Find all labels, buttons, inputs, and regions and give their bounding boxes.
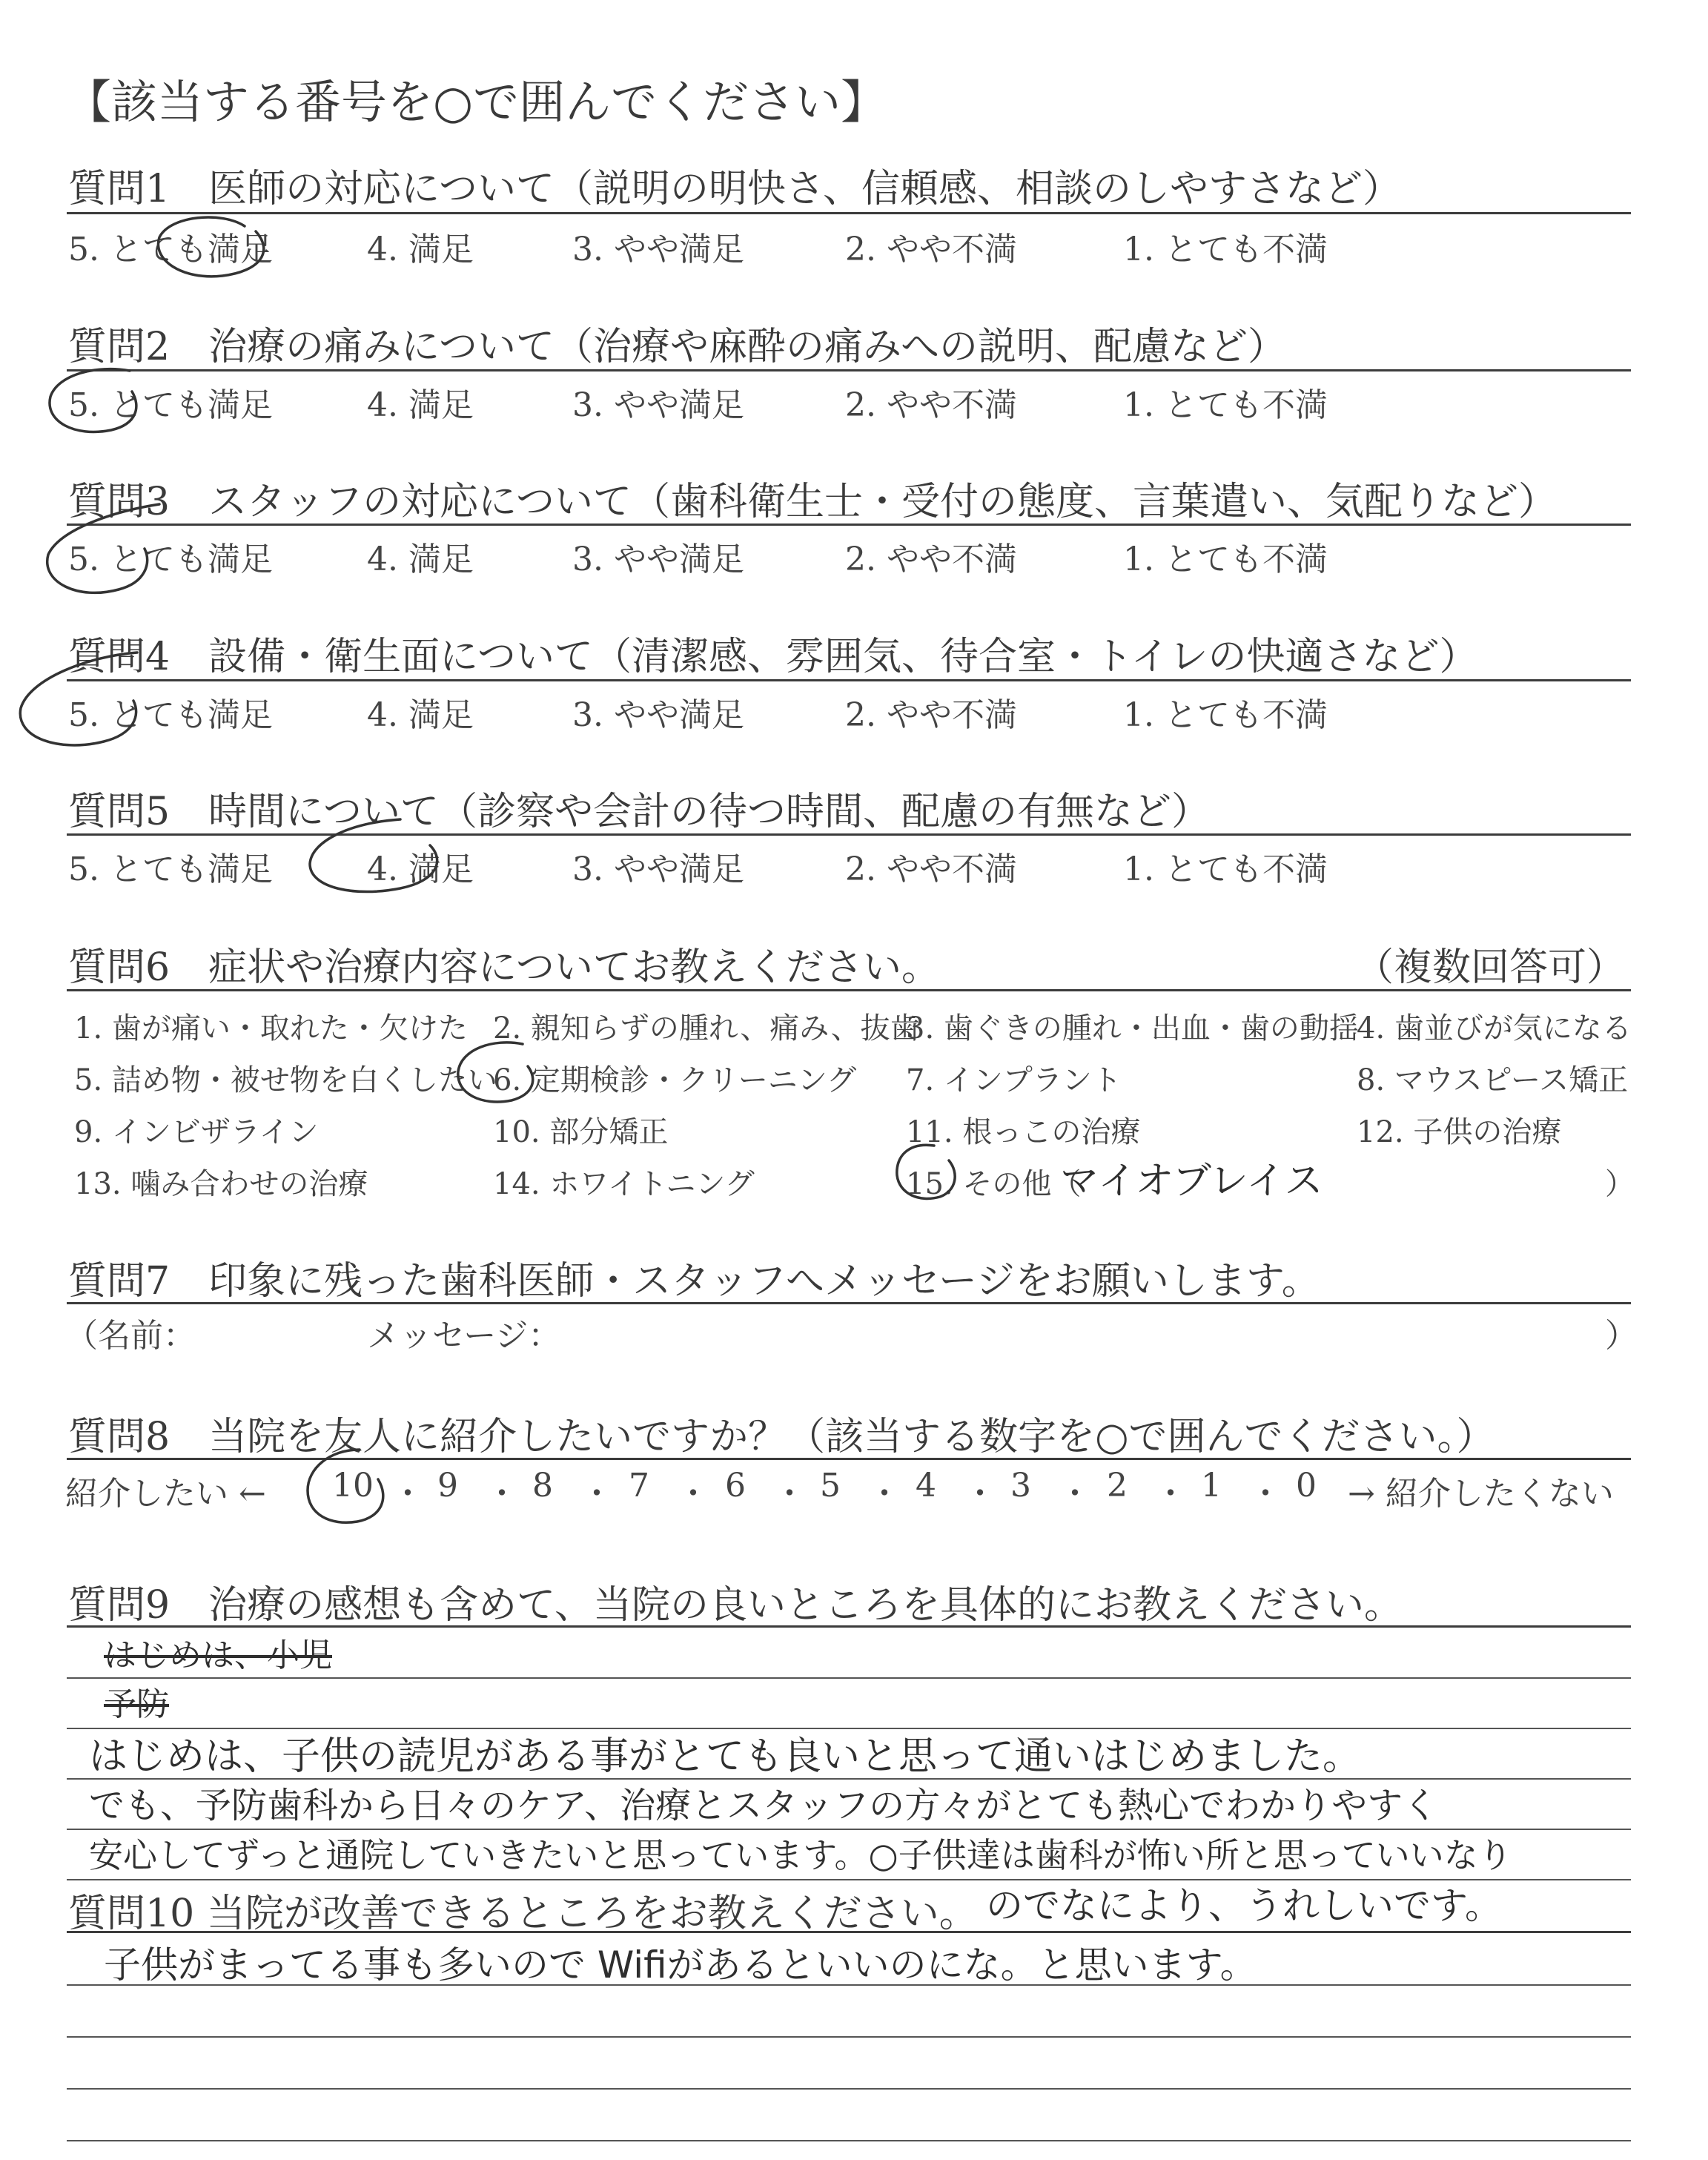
q5-option-3[interactable]: 3. やや満足 xyxy=(572,851,744,888)
q9-answer-line-4: のでなにより、うれしいです。 xyxy=(986,1884,1502,1927)
q8-dot: ・ xyxy=(773,1475,806,1513)
q7-message-label[interactable]: メッセージ： xyxy=(367,1317,561,1355)
q4-option-1[interactable]: 1. とても不満 xyxy=(1123,696,1328,734)
q6-other-answer: マイオブレイス xyxy=(1060,1159,1323,1203)
answer-line xyxy=(67,1677,1631,1679)
q8-scale-3[interactable]: 3 xyxy=(1010,1467,1031,1505)
rule-q8 xyxy=(67,1458,1631,1460)
answer-line xyxy=(67,2036,1631,2038)
rule-q5 xyxy=(67,833,1631,836)
q8-scale-0[interactable]: 0 xyxy=(1296,1467,1317,1505)
q6-item-8[interactable]: 8. マウスピース矯正 xyxy=(1357,1063,1629,1097)
q6-item-5[interactable]: 5. 詰め物・被せ物を白くしたい xyxy=(74,1063,497,1097)
rule-q2 xyxy=(67,369,1631,371)
q8-dot: ・ xyxy=(486,1475,518,1513)
q5-option-5[interactable]: 5. とても満足 xyxy=(68,851,273,888)
q8-left-label: 紹介したい ← xyxy=(65,1475,266,1513)
q2-option-1[interactable]: 1. とても不満 xyxy=(1123,386,1328,424)
q2-option-3[interactable]: 3. やや満足 xyxy=(572,386,744,424)
q7-name-label[interactable]: （名前： xyxy=(65,1317,196,1355)
q8-dot: ・ xyxy=(1154,1475,1187,1513)
q6-item-1[interactable]: 1. 歯が痛い・取れた・欠けた xyxy=(74,1011,468,1046)
q8-scale-7[interactable]: 7 xyxy=(629,1467,649,1505)
question-1-heading: 質問1 医師の対応について（説明の明快さ、信頼感、相談のしやすさなど） xyxy=(68,167,1401,211)
question-2-heading: 質問2 治療の痛みについて（治療や麻酔の痛みへの説明、配慮など） xyxy=(68,325,1287,369)
q4-option-4[interactable]: 4. 満足 xyxy=(367,696,474,734)
q3-option-5[interactable]: 5. とても満足 xyxy=(68,541,273,578)
q8-dot: ・ xyxy=(677,1475,709,1513)
q6-item-2[interactable]: 2. 親知らずの腫れ、痛み、抜歯 xyxy=(493,1011,920,1046)
q6-item-15[interactable]: 15. その他（ xyxy=(906,1167,1082,1201)
question-6-note: （複数回答可） xyxy=(1355,945,1626,990)
q3-option-3[interactable]: 3. やや満足 xyxy=(572,541,744,578)
q8-scale-6[interactable]: 6 xyxy=(725,1467,746,1505)
q1-option-1[interactable]: 1. とても不満 xyxy=(1123,231,1328,268)
q2-option-2[interactable]: 2. やや不満 xyxy=(845,386,1017,424)
q8-scale-9[interactable]: 9 xyxy=(437,1467,458,1505)
q6-item-4[interactable]: 4. 歯並びが気になる xyxy=(1357,1011,1632,1046)
q6-item-11[interactable]: 11. 根っこの治療 xyxy=(906,1115,1141,1149)
q6-item-7[interactable]: 7. インプラント xyxy=(906,1063,1122,1097)
q7-close: ） xyxy=(1605,1317,1638,1355)
q3-option-1[interactable]: 1. とても不満 xyxy=(1123,541,1328,578)
q2-option-4[interactable]: 4. 満足 xyxy=(367,386,474,424)
q6-other-close: ） xyxy=(1605,1167,1635,1201)
q8-right-label: → 紹介したくない xyxy=(1348,1475,1614,1513)
q8-dot: ・ xyxy=(1249,1475,1282,1513)
question-6-heading: 質問6 症状や治療内容についてお教えください。 xyxy=(68,945,941,990)
q1-option-2[interactable]: 2. やや不満 xyxy=(845,231,1017,268)
question-8-heading: 質問8 当院を友人に紹介したいですか？（該当する数字を○で囲んでください。） xyxy=(68,1415,1495,1459)
q8-dot: ・ xyxy=(391,1475,424,1513)
q6-item-10[interactable]: 10. 部分矯正 xyxy=(493,1115,669,1149)
q8-scale-10[interactable]: 10 xyxy=(332,1467,374,1505)
q5-option-2[interactable]: 2. やや不満 xyxy=(845,851,1017,888)
q6-item-9[interactable]: 9. インビザライン xyxy=(74,1115,319,1149)
rule-q10 xyxy=(67,1931,1631,1933)
q10-answer: 子供がまってる事も多いので Wifiがあるといいのにな。と思います。 xyxy=(104,1943,1257,1986)
answer-line xyxy=(67,2140,1631,2141)
q8-scale-2[interactable]: 2 xyxy=(1107,1467,1128,1505)
rule-q3 xyxy=(67,524,1631,526)
q9-struck-text-1: はじめは、小児 xyxy=(104,1636,332,1674)
q6-item-14[interactable]: 14. ホワイトニング xyxy=(493,1167,755,1201)
q8-dot: ・ xyxy=(580,1475,613,1513)
q8-scale-8[interactable]: 8 xyxy=(532,1467,553,1505)
question-7-heading: 質問7 印象に残った歯科医師・スタッフへメッセージをお願いします。 xyxy=(68,1259,1320,1304)
q1-option-3[interactable]: 3. やや満足 xyxy=(572,231,744,268)
q9-answer-line-1: はじめは、子供の読児がある事がとても良いと思って通いはじめました。 xyxy=(89,1734,1362,1779)
q9-answer-line-3: 安心してずっと通院していきたいと思っています。○子供達は歯科が怖い所と思っていいなり xyxy=(89,1835,1512,1875)
q4-option-2[interactable]: 2. やや不満 xyxy=(845,696,1017,734)
rule-q7 xyxy=(67,1302,1631,1304)
rule-q9 xyxy=(67,1625,1631,1628)
question-3-heading: 質問3 スタッフの対応について（歯科衛生士・受付の態度、言葉遣い、気配りなど） xyxy=(68,480,1558,524)
rule-q6 xyxy=(67,989,1631,991)
q5-option-4[interactable]: 4. 満足 xyxy=(367,851,474,888)
question-4-heading: 質問4 設備・衛生面について（清潔感、雰囲気、待合室・トイレの快適さなど） xyxy=(68,635,1478,679)
q1-option-5[interactable]: 5. とても満足 xyxy=(68,231,273,268)
q6-item-12[interactable]: 12. 子供の治療 xyxy=(1357,1115,1562,1149)
q2-option-5[interactable]: 5. とても満足 xyxy=(68,386,273,424)
question-9-heading: 質問9 治療の感想も含めて、当院の良いところを具体的にお教えください。 xyxy=(68,1583,1403,1628)
q3-option-4[interactable]: 4. 満足 xyxy=(367,541,474,578)
q1-option-4[interactable]: 4. 満足 xyxy=(367,231,474,268)
page-title: 【該当する番号を○で囲んでください】 xyxy=(65,75,887,129)
q6-item-6[interactable]: 6. 定期検診・クリーニング xyxy=(493,1063,857,1097)
answer-line xyxy=(67,2088,1631,2090)
q4-option-5[interactable]: 5. とても満足 xyxy=(68,696,273,734)
q5-option-1[interactable]: 1. とても不満 xyxy=(1123,851,1328,888)
q6-item-13[interactable]: 13. 噛み合わせの治療 xyxy=(74,1167,368,1201)
q6-item-3[interactable]: 3. 歯ぐきの腫れ・出血・歯の動揺 xyxy=(906,1011,1359,1046)
q9-answer-line-2: でも、予防歯科から日々のケア、治療とスタッフの方々がとても熱心でわかりやすく xyxy=(89,1785,1439,1826)
q9-struck-text-2: 予防 xyxy=(104,1685,169,1723)
rule-q4 xyxy=(67,679,1631,681)
q8-dot: ・ xyxy=(868,1475,901,1513)
answer-line xyxy=(67,1984,1631,1986)
q8-scale-5[interactable]: 5 xyxy=(820,1467,841,1505)
q8-scale-4[interactable]: 4 xyxy=(916,1467,936,1505)
rule-q1 xyxy=(67,212,1631,214)
question-10-heading: 質問10 当院が改善できるところをお教えください。 xyxy=(68,1892,978,1936)
q4-option-3[interactable]: 3. やや満足 xyxy=(572,696,744,734)
q3-option-2[interactable]: 2. やや不満 xyxy=(845,541,1017,578)
q8-dot: ・ xyxy=(1059,1475,1091,1513)
q8-scale-1[interactable]: 1 xyxy=(1201,1467,1222,1505)
question-5-heading: 質問5 時間について（診察や会計の待つ時間、配慮の有無など） xyxy=(68,790,1211,834)
q8-dot: ・ xyxy=(964,1475,996,1513)
